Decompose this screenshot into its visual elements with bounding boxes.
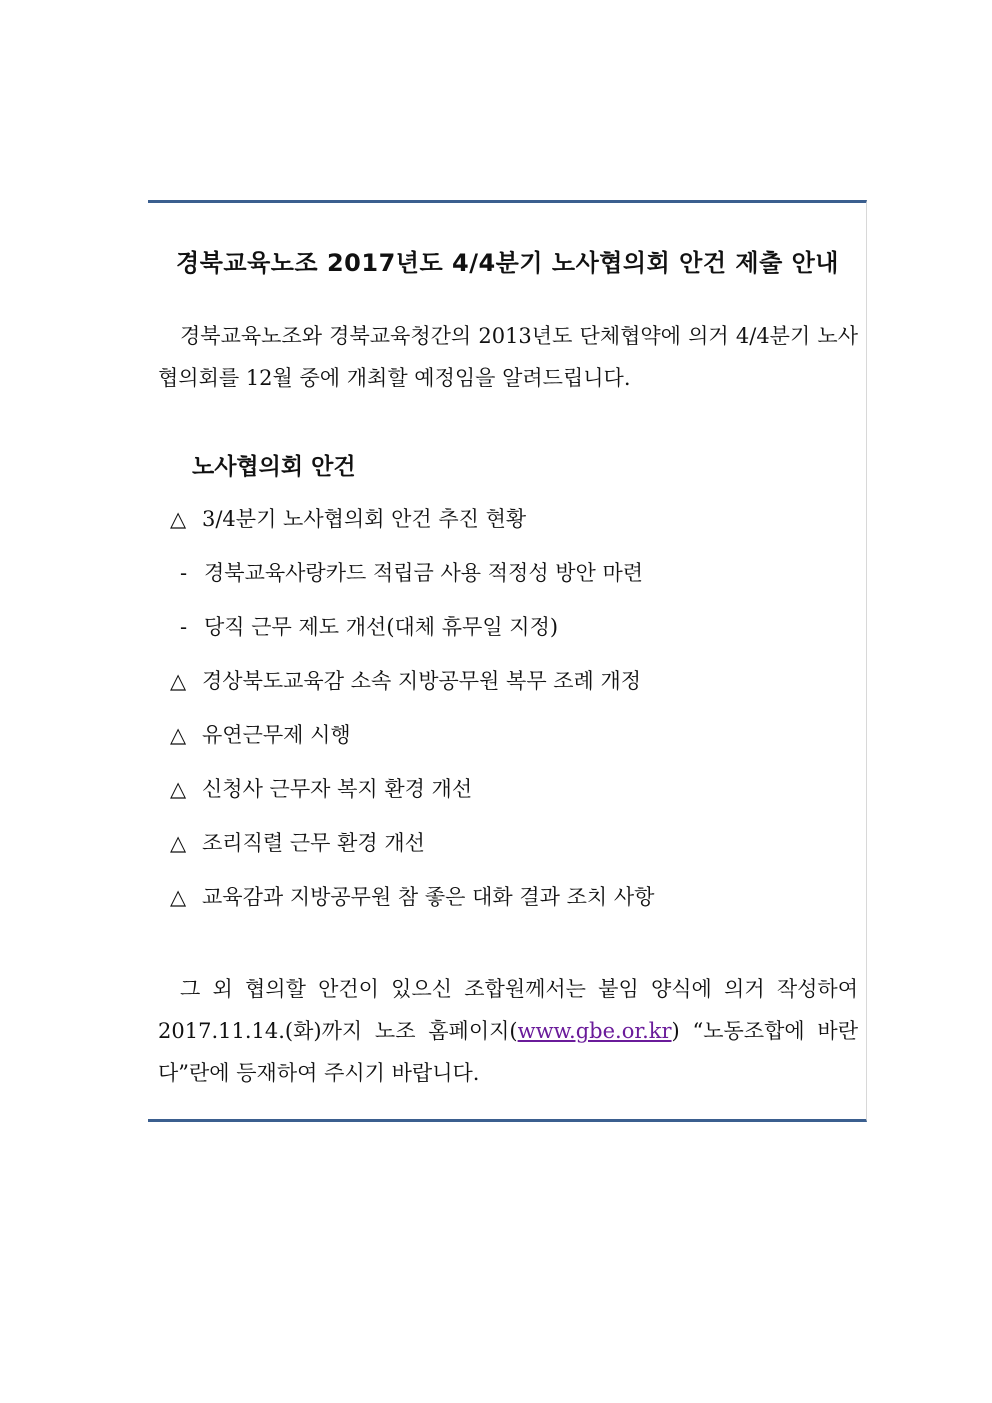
agenda-item	[170, 662, 654, 716]
agenda-subitem-text: 당직 근무 제도 개선(대체 휴무일 지정)	[204, 615, 559, 639]
agenda-item-text: 경상북도교육감 소속 지방공무원 복무 조례 개정	[202, 669, 642, 693]
agenda-item-text: 교육감과 지방공무원 참 좋은 대화 결과 조치 사항	[202, 885, 655, 909]
agenda-item	[170, 500, 654, 554]
triangle-icon: △	[170, 723, 187, 747]
intro-text: 경북교육노조와 경북교육청간의 2013년도 단체협약에 의거 4/4분기 노사협의회를 12월 중에 개최할 예정임을 알려드립니다.	[158, 324, 858, 390]
agenda-item-text: 신청사 근무자 복지 환경 개선	[202, 777, 473, 801]
agenda-subitem	[170, 608, 654, 662]
homepage-link[interactable]: www.gbe.or.kr	[517, 1019, 672, 1043]
agenda-list	[170, 500, 654, 932]
intro-paragraph	[158, 315, 858, 399]
document-title: 경북교육노조 2017년도 4/4분기 노사협의회 안건 제출 안내	[176, 249, 839, 277]
agenda-item	[170, 716, 654, 770]
dash-icon: -	[180, 561, 188, 585]
agenda-item	[170, 770, 654, 824]
section-heading: 노사협의회 안건	[192, 454, 356, 480]
agenda-item-text: 조리직렬 근무 환경 개선	[202, 831, 425, 855]
agenda-item	[170, 824, 654, 878]
triangle-icon: △	[170, 507, 187, 531]
triangle-icon: △	[170, 669, 187, 693]
dash-icon: -	[180, 615, 188, 639]
closing-text-after-link: ) “노동조합에 바란다”란에 등재하여 주시기 바랍니다.	[158, 1019, 858, 1085]
triangle-icon: △	[170, 885, 187, 909]
closing-paragraph	[158, 968, 858, 1094]
agenda-subitem	[170, 554, 654, 608]
notice-frame	[148, 200, 867, 1122]
closing-text-before-link: 그 외 협의할 안건이 있으신 조합원께서는 붙임 양식에 의거 작성하여 2017.11.14.(화)까지 노조 홈페이지(	[158, 977, 858, 1043]
triangle-icon: △	[170, 831, 187, 855]
triangle-icon: △	[170, 777, 187, 801]
agenda-item-text: 3/4분기 노사협의회 안건 추진 현황	[202, 507, 527, 531]
agenda-item-text: 유연근무제 시행	[202, 723, 351, 747]
agenda-subitem-text: 경북교육사랑카드 적립금 사용 적정성 방안 마련	[204, 561, 644, 585]
agenda-item	[170, 878, 654, 932]
